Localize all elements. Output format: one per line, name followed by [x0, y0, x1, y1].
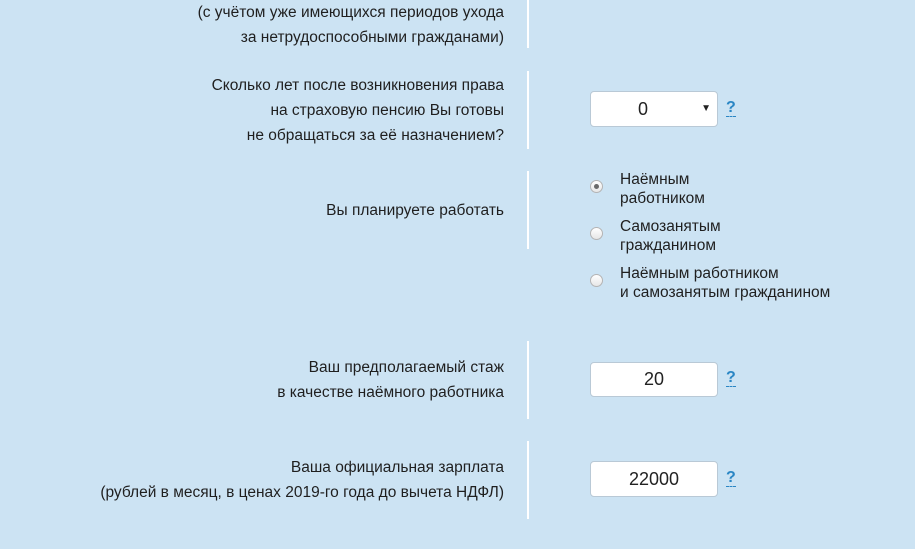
- label-line: не обращаться за её назначением?: [246, 127, 504, 144]
- radio-label: [620, 170, 705, 208]
- radio-button[interactable]: [590, 180, 603, 193]
- help-link-defer-years[interactable]: ?: [726, 99, 736, 116]
- label-line: Наёмным: [620, 171, 690, 188]
- chevron-down-icon: ▼: [701, 103, 711, 114]
- radio-label: [620, 264, 830, 302]
- radio-label: [620, 217, 721, 255]
- salary-input[interactable]: 22000: [590, 461, 718, 497]
- divider-line: [527, 341, 529, 419]
- label-line: на страховую пенсию Вы готовы: [270, 102, 504, 119]
- experience-label: [277, 355, 504, 405]
- label-line: гражданином: [620, 237, 716, 254]
- divider-line: [527, 441, 529, 519]
- label-line: работником: [620, 190, 705, 207]
- help-link-experience[interactable]: ?: [726, 369, 736, 386]
- label-line: в качестве наёмного работника: [277, 384, 504, 401]
- label-line: Самозанятым: [620, 218, 721, 235]
- label-line: Сколько лет после возникновения права: [211, 77, 504, 94]
- divider-line: [527, 171, 529, 249]
- label-line: (рублей в месяц, в ценах 2019-го года до вычета НДФЛ): [100, 484, 504, 501]
- work-type-label: Вы планируете работать: [326, 202, 504, 219]
- experience-input[interactable]: 20: [590, 362, 718, 397]
- divider-line: [527, 71, 529, 149]
- select-value: 0: [637, 99, 648, 119]
- defer-years-select[interactable]: [590, 91, 718, 127]
- defer-years-label: [212, 73, 504, 148]
- help-link-salary[interactable]: ?: [726, 469, 736, 486]
- radio-option-self-employed[interactable]: [590, 218, 721, 254]
- label-line: (с учётом уже имеющихся периодов ухода: [197, 4, 504, 21]
- label-line: Ваш предполагаемый стаж: [308, 359, 504, 376]
- label-line: и самозанятым гражданином: [620, 284, 831, 301]
- salary-label: [100, 455, 504, 505]
- radio-button[interactable]: [590, 227, 603, 240]
- radio-button[interactable]: [590, 274, 603, 287]
- label-line: Ваша официальная зарплата: [290, 459, 504, 476]
- care-periods-label: [198, 0, 504, 50]
- label-line: Наёмным работником: [620, 265, 779, 282]
- radio-option-both[interactable]: [590, 265, 831, 301]
- radio-option-employee[interactable]: [590, 171, 705, 207]
- divider-line: [527, 0, 529, 48]
- label-line: за нетрудоспособными гражданами): [240, 29, 504, 46]
